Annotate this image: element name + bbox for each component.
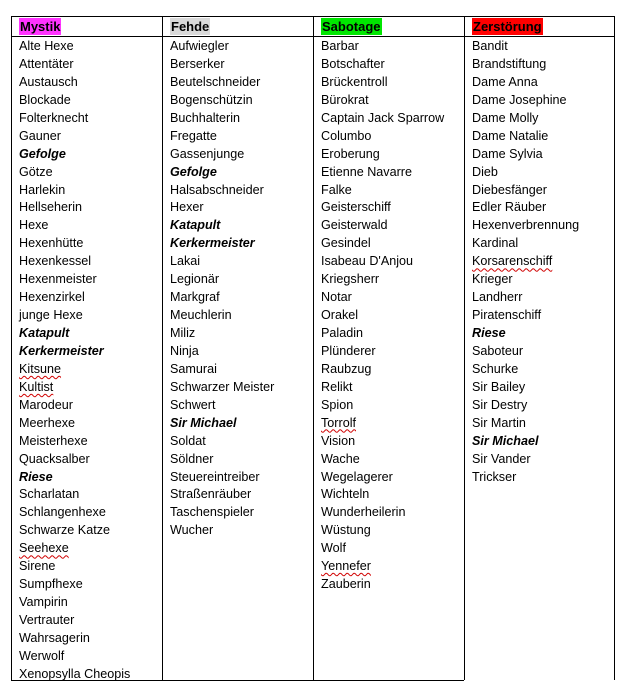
list-item: Wichteln [321, 487, 370, 502]
list-item: Sumpfhexe [19, 577, 83, 592]
list-item: Raubzug [321, 361, 372, 376]
list-item: Schwarzer Meister [170, 379, 275, 394]
list-item: Schurke [472, 361, 519, 376]
list-item: Barbar [321, 39, 359, 53]
list-item: Zauberin [321, 577, 371, 592]
list-item: Fregatte [170, 128, 217, 143]
list-item: Sir Destry [472, 397, 528, 412]
list-item: Sirene [19, 559, 56, 574]
list-item: Katapult [19, 326, 70, 340]
list-item: Hexenkessel [19, 254, 92, 269]
list-item: Steuereintreiber [170, 469, 260, 484]
list-item: Soldat [170, 433, 206, 448]
list-item: Saboteur [472, 343, 524, 358]
list-item: Hexenzirkel [19, 290, 85, 305]
list-item: Isabeau D'Anjou [321, 254, 414, 269]
list-item: Wucher [170, 523, 214, 538]
column-header-zerstoerung: Zerstörung [473, 19, 542, 34]
column-zerstoerung [464, 16, 615, 680]
list-item: Hexe [19, 218, 49, 233]
column-mystik [11, 16, 162, 680]
list-item: Miliz [170, 326, 196, 340]
list-item: Riese [19, 469, 53, 484]
list-item: Orakel [321, 308, 359, 323]
list-item: Sir Michael [472, 433, 539, 448]
list-item: Taschenspieler [170, 505, 255, 520]
list-item: Falke [321, 182, 352, 197]
list-item: Wegelagerer [321, 469, 393, 484]
list-item: Kerkermeister [170, 236, 255, 251]
list-item: Gefolge [170, 164, 217, 179]
column-fehde [162, 16, 313, 680]
column-list-mystik [19, 38, 160, 684]
list-item: Relikt [321, 379, 353, 394]
list-item: Plünderer [321, 343, 376, 358]
list-item: Vision [321, 433, 356, 448]
list-item: Bandit [472, 39, 508, 53]
list-item: Wahrsagerin [19, 630, 90, 645]
list-item: Sir Bailey [472, 379, 526, 394]
list-item: Kardinal [472, 236, 519, 251]
list-item: Notar [321, 290, 352, 305]
list-item: Dieb [472, 164, 498, 179]
list-item: Samurai [170, 361, 217, 376]
list-item: Wunderheilerin [321, 505, 406, 520]
list-item: Katapult [170, 218, 221, 233]
list-item: Gassenjunge [170, 146, 245, 161]
column-header-sabotage: Sabotage [322, 19, 381, 34]
list-item: Werwolf [19, 648, 65, 663]
list-item: Hellseherin [19, 200, 82, 215]
list-item: Kultist [19, 379, 54, 394]
list-item: Gefolge [19, 146, 66, 161]
list-item: Piratenschiff [472, 308, 542, 323]
list-item: Markgraf [170, 290, 220, 305]
list-item: Edler Räuber [472, 200, 547, 215]
list-item: Sir Michael [170, 415, 237, 430]
list-item: Meuchlerin [170, 308, 232, 323]
list-item: Legionär [170, 272, 220, 287]
list-item: Folterknecht [19, 110, 89, 125]
list-item: Attentäter [19, 56, 74, 71]
list-item: Austausch [19, 74, 78, 89]
list-item: Schwert [170, 397, 216, 412]
list-item: Dame Molly [472, 110, 539, 125]
list-item: Riese [472, 326, 506, 340]
list-item: Diebesfänger [472, 182, 547, 197]
list-item: Gesindel [321, 236, 371, 251]
list-item: Dame Natalie [472, 128, 549, 143]
list-item: Captain Jack Sparrow [321, 110, 445, 125]
list-item: Landherr [472, 290, 523, 305]
list-item: Korsarenschiff [472, 254, 553, 269]
list-item: Söldner [170, 451, 214, 466]
list-item: Halsabschneider [170, 182, 264, 197]
column-header-mystik: Mystik [20, 19, 61, 34]
list-item: Götze [19, 164, 53, 179]
list-item: Blockade [19, 92, 71, 107]
list-item: Trickser [472, 469, 517, 484]
list-item: Torrolf [321, 415, 356, 430]
list-item: Hexenmeister [19, 272, 97, 287]
list-item: Aufwiegler [170, 39, 229, 53]
list-item: Buchhalterin [170, 110, 241, 125]
list-item: Hexer [170, 200, 204, 215]
list-item: Meerhexe [19, 415, 76, 430]
list-item: Wüstung [321, 523, 371, 538]
list-item: Sir Martin [472, 415, 526, 430]
list-item: Alte Hexe [19, 39, 74, 53]
list-item: Lakai [170, 254, 201, 269]
list-item: Kitsune [19, 361, 62, 376]
column-list-fehde [170, 38, 311, 540]
list-item: Meisterhexe [19, 433, 88, 448]
list-item: Kerkermeister [19, 343, 104, 358]
list-item: Geisterschiff [321, 200, 391, 215]
list-item: Geisterwald [321, 218, 388, 233]
list-item: Quacksalber [19, 451, 90, 466]
list-item: Etienne Navarre [321, 164, 413, 179]
list-item: Dame Josephine [472, 92, 567, 107]
list-item: Schlangenhexe [19, 505, 106, 520]
list-item: Gauner [19, 128, 62, 143]
list-item: Yennefer [321, 559, 371, 574]
list-item: Seehexe [19, 541, 69, 556]
list-item: Scharlatan [19, 487, 80, 502]
list-item: Paladin [321, 326, 364, 340]
card-category-table [11, 16, 615, 680]
list-item: Bogenschützin [170, 92, 253, 107]
list-item: Eroberung [321, 146, 380, 161]
list-item: Berserker [170, 56, 225, 71]
list-item: Brückentroll [321, 74, 388, 89]
list-item: junge Hexe [19, 308, 83, 323]
list-item: Vampirin [19, 595, 68, 610]
list-item: Columbo [321, 128, 372, 143]
list-item: Brandstiftung [472, 56, 547, 71]
list-item: Straßenräuber [170, 487, 252, 502]
list-item: Vertrauter [19, 613, 75, 627]
list-item: Harlekin [19, 182, 66, 197]
list-item: Schwarze Katze [19, 523, 110, 538]
list-item: Dame Anna [472, 74, 538, 89]
list-item: Dame Sylvia [472, 146, 543, 161]
list-item: Beutelschneider [170, 74, 261, 89]
list-item: Marodeur [19, 397, 73, 412]
list-item: Sir Vander [472, 451, 531, 466]
list-item: Kriegsherr [321, 272, 380, 287]
list-item: Wolf [321, 541, 346, 556]
column-list-sabotage [321, 38, 462, 594]
list-item: Krieger [472, 272, 513, 287]
list-item: Ninja [170, 343, 199, 358]
column-sabotage [313, 16, 464, 680]
column-header-fehde: Fehde [171, 19, 210, 34]
list-item: Hexenhütte [19, 236, 84, 251]
list-item: Wache [321, 451, 360, 466]
list-item: Spion [321, 397, 354, 412]
list-item: Botschafter [321, 56, 385, 71]
column-list-zerstoerung [472, 38, 612, 486]
list-item: Bürokrat [321, 92, 369, 107]
list-item: Xenopsylla Cheopis [19, 666, 131, 681]
list-item: Hexenverbrennung [472, 218, 580, 233]
